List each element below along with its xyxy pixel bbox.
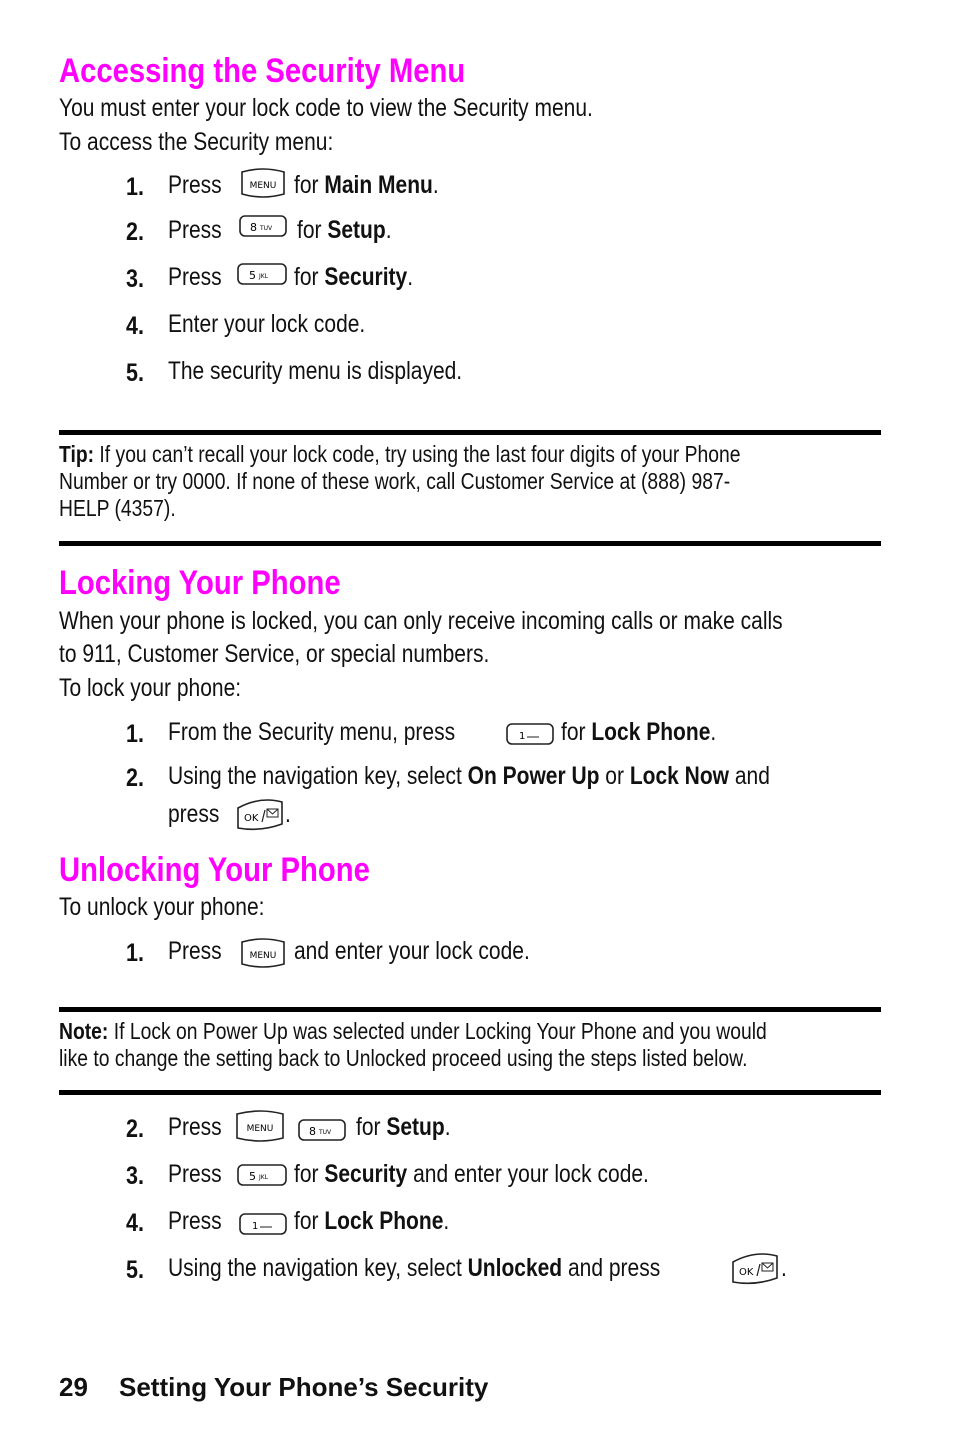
step-number: 5.: [126, 359, 144, 387]
step-number: 1.: [126, 939, 144, 967]
ok-key-icon: [729, 1248, 781, 1293]
svg-text:MENU: MENU: [249, 951, 277, 961]
locking-intro-3: To lock your phone:: [59, 674, 242, 702]
tip-bottom-rule: [59, 541, 881, 546]
svg-text:5: 5: [249, 269, 256, 282]
lock-phone-term: Lock Phone: [324, 1207, 444, 1235]
step-number: 1.: [126, 173, 144, 201]
step-text: for Main Menu.: [294, 171, 439, 199]
key-5-icon: [236, 1163, 288, 1194]
svg-text:OK: OK: [739, 1267, 754, 1278]
note-top-rule: [59, 1007, 881, 1012]
tip-line-3: HELP (4357).: [59, 495, 176, 521]
tip-line-2: Number or try 0000. If none of these work, call Customer Service at (888) 987-: [59, 468, 731, 494]
key-5-icon: [236, 262, 288, 293]
step-press-label: Press: [168, 1160, 222, 1188]
step-text: .: [781, 1254, 787, 1282]
key-8-icon: [297, 1118, 347, 1149]
step-text: The security menu is displayed.: [168, 357, 463, 385]
key-8-icon: [238, 214, 288, 245]
step-number: 4.: [126, 1209, 144, 1237]
step-number: 2.: [126, 764, 144, 792]
lock-phone-term: Lock Phone: [591, 718, 711, 746]
step-press-label: press: [168, 800, 220, 828]
step-press-label: Press: [168, 263, 222, 291]
step-number: 4.: [126, 312, 144, 340]
step-number: 3.: [126, 1162, 144, 1190]
security-term: Security: [324, 1160, 408, 1188]
unlocked-term: Unlocked: [467, 1254, 563, 1282]
step-text: for Setup.: [356, 1113, 451, 1141]
lock-now-term: Lock Now: [629, 762, 730, 790]
svg-text:JKL: JKL: [259, 273, 269, 280]
step-press-label: Press: [168, 937, 222, 965]
svg-text:8: 8: [250, 221, 257, 234]
svg-text:TUV: TUV: [260, 225, 273, 232]
svg-text:5: 5: [249, 1170, 256, 1183]
step-text: for Lock Phone.: [294, 1207, 450, 1235]
svg-text:8: 8: [309, 1125, 316, 1138]
step-text: for Lock Phone.: [561, 718, 717, 746]
page-number: 29: [59, 1372, 88, 1402]
note-bottom-rule: [59, 1090, 881, 1095]
section-title-locking: Locking Your Phone: [59, 564, 341, 602]
svg-text:1: 1: [519, 731, 526, 742]
menu-key-icon: [238, 936, 288, 977]
step-text: From the Security menu, press: [168, 718, 456, 746]
key-1-icon: [505, 722, 555, 753]
step-press-label: Press: [168, 171, 222, 199]
key-1-icon: [238, 1212, 288, 1243]
security-term: Security: [324, 263, 408, 291]
security-intro-1: You must enter your lock code to view the Security menu.: [59, 94, 593, 122]
step-number: 2.: [126, 1115, 144, 1143]
step-press-label: Press: [168, 1113, 222, 1141]
step-text: for Security and enter your lock code.: [294, 1160, 649, 1188]
setup-term: Setup: [386, 1113, 445, 1141]
tip-label: Tip:: [59, 441, 95, 467]
tip-line-1: Tip: If you can’t recall your lock code, try using the last four digits of your Phone: [59, 441, 741, 467]
step-text: .: [285, 800, 291, 828]
on-power-up-term: On Power Up: [467, 762, 600, 790]
locking-intro-1: When your phone is locked, you can only receive incoming calls or make calls: [59, 607, 783, 635]
svg-text:JKL: JKL: [259, 1174, 269, 1181]
step-text: for Setup.: [297, 216, 392, 244]
note-line-1: Note: If Lock on Power Up was selected under Locking Your Phone and you would: [59, 1018, 767, 1044]
security-intro-2: To access the Security menu:: [59, 128, 334, 156]
step-text: and enter your lock code.: [294, 937, 530, 965]
setup-term: Setup: [327, 216, 386, 244]
step-text: Using the navigation key, select On Power Up or Lock Now and: [168, 762, 770, 790]
menu-key-icon: [233, 1108, 287, 1151]
section-title-security: Accessing the Security Menu: [59, 52, 466, 90]
menu-key-icon: [238, 166, 288, 207]
step-press-label: Press: [168, 216, 222, 244]
svg-text:MENU: MENU: [246, 1124, 274, 1134]
menu-key-text: MENU: [249, 181, 277, 191]
note-label: Note:: [59, 1018, 109, 1044]
step-number: 3.: [126, 265, 144, 293]
svg-text:OK: OK: [244, 813, 259, 824]
step-text: for Security.: [294, 263, 414, 291]
step-number: 2.: [126, 218, 144, 246]
step-press-label: Press: [168, 1207, 222, 1235]
locking-intro-2: to 911, Customer Service, or special numbers.: [59, 640, 490, 668]
ok-key-icon: [234, 794, 286, 839]
step-text: Using the navigation key, select Unlocked and press: [168, 1254, 661, 1282]
svg-text:TUV: TUV: [319, 1129, 332, 1136]
step-number: 5.: [126, 1256, 144, 1284]
note-line-2: like to change the setting back to Unlocked proceed using the steps listed below.: [59, 1045, 748, 1071]
svg-text:1: 1: [252, 1221, 259, 1232]
step-text: Enter your lock code.: [168, 310, 366, 338]
footer-title: Setting Your Phone’s Security: [119, 1372, 489, 1402]
section-title-unlocking: Unlocking Your Phone: [59, 851, 370, 889]
main-menu-term: Main Menu: [324, 171, 433, 199]
unlocking-intro: To unlock your phone:: [59, 893, 265, 921]
step-number: 1.: [126, 720, 144, 748]
tip-top-rule: [59, 430, 881, 435]
